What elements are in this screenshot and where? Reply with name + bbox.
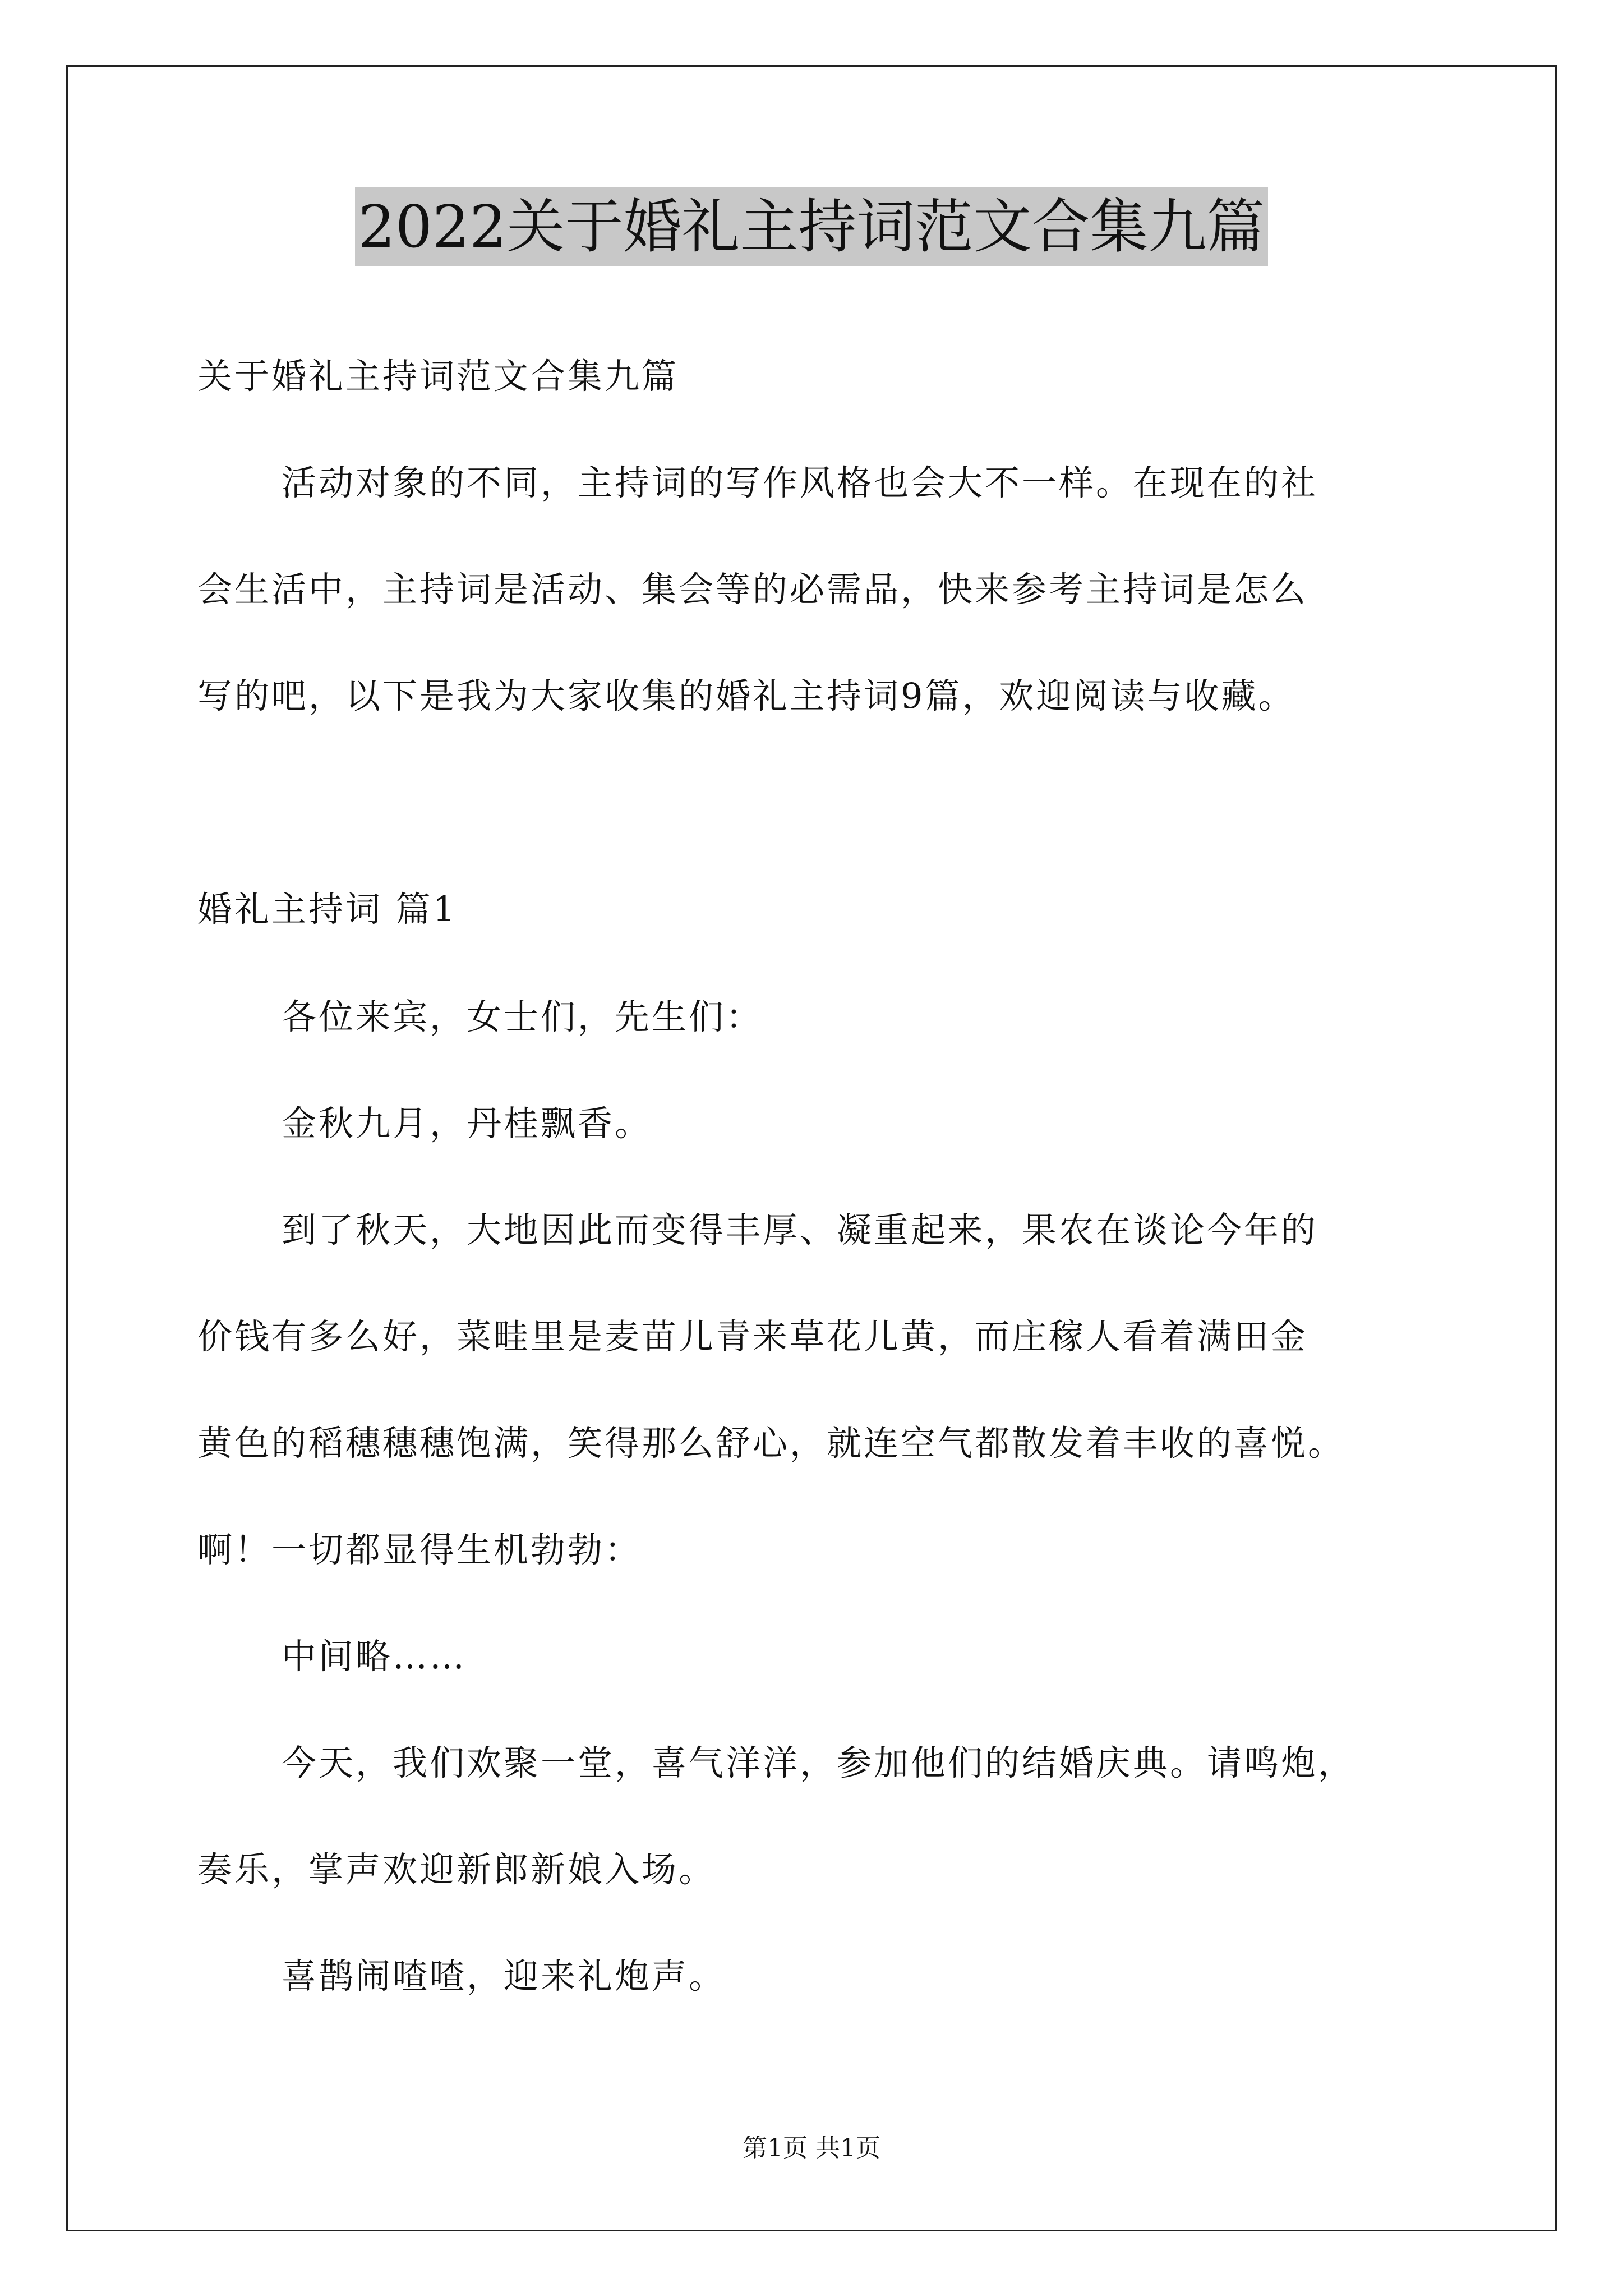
paragraph-line: 各位来宾，女士们，先生们：: [282, 996, 763, 1037]
intro-line-3: 写的吧，以下是我为大家收集的婚礼主持词9篇，欢迎阅读与收藏。: [197, 675, 1295, 716]
paragraph-line: 喜鹊闹喳喳，迎来礼炮声。: [282, 1955, 726, 1996]
page-footer: 第1页 共1页: [743, 2134, 880, 2162]
document-title-text: 2022关于婚礼主持词范文合集九篇: [355, 187, 1269, 266]
paragraph-line: 黄色的稻穗穗穗饱满，笑得那么舒心，就连空气都散发着丰收的喜悦。: [197, 1423, 1345, 1464]
subtitle-line: 关于婚礼主持词范文合集九篇: [197, 356, 679, 397]
intro-line-2: 会生活中，主持词是活动、集会等的必需品，快来参考主持词是怎么: [197, 569, 1308, 610]
document-title: [0, 192, 1623, 261]
paragraph-line: 今天，我们欢聚一堂，喜气洋洋，参加他们的结婚庆典。请鸣炮，: [282, 1742, 1355, 1783]
paragraph-line: 金秋九月，丹桂飘香。: [282, 1103, 652, 1144]
section-heading: 婚礼主持词 篇1: [197, 889, 458, 930]
paragraph-line: 中间略……: [282, 1636, 467, 1677]
paragraph-line: 啊！一切都显得生机勃勃：: [197, 1529, 642, 1570]
paragraph-line: 到了秋天，大地因此而变得丰厚、凝重起来，果农在谈论今年的: [282, 1209, 1318, 1250]
paragraph-line: 价钱有多么好，菜畦里是麦苗儿青来草花儿黄，而庄稼人看着满田金: [197, 1316, 1308, 1357]
intro-line-1: 活动对象的不同，主持词的写作风格也会大不一样。在现在的社: [282, 462, 1318, 503]
paragraph-line: 奏乐，掌声欢迎新郎新娘入场。: [197, 1849, 716, 1890]
